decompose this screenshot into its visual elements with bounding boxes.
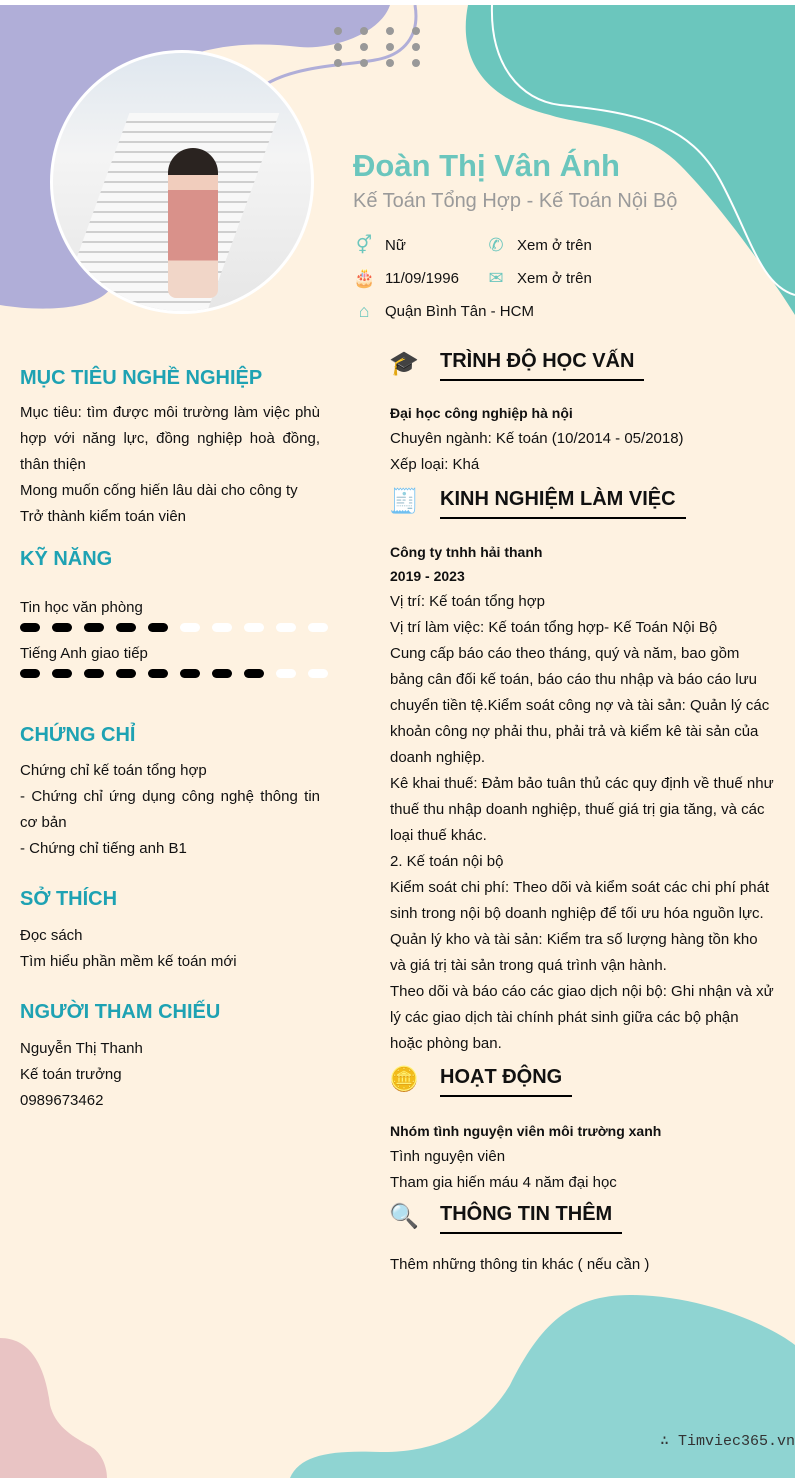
certificates-text [20,758,320,862]
experience-company-block [390,540,775,588]
skill-dot-empty [276,623,296,632]
skill-dot-empty [244,623,264,632]
home-icon: ⌂ [358,301,370,321]
objective-text [20,400,320,530]
watermark: ∴ Timviec365.vn [659,1433,795,1450]
hobbies-text [20,923,320,975]
candidate-name: Đoàn Thị Vân Ánh [353,148,620,183]
address-value: Quận Bình Tân - HCM [385,303,534,320]
skill-dot-filled [148,623,168,632]
education-major: Chuyên ngành: Kế toán (10/2014 - 05/2018) [390,430,684,447]
activities-heading: HOẠT ĐỘNG [440,1064,572,1097]
experience-line: Vị trí: Kế toán tổng hợp [390,593,545,610]
references-text [20,1036,320,1114]
skill-dot-empty [308,669,328,678]
experience-line: 2. Kế toán nội bộ [390,853,504,870]
skill-dot-filled [20,623,40,632]
profile-photo [50,50,314,314]
skill-dot-filled [52,623,72,632]
skill-dot-filled [52,669,72,678]
objective-heading: MỤC TIÊU NGHỀ NGHIỆP [20,367,263,389]
skill-label: Tiếng Anh giao tiếp [20,645,148,662]
birthday-row [353,268,459,289]
whatsapp-icon: ✆ [488,235,504,255]
hobby-line: Đọc sách [20,927,83,944]
certificate-line: - Chứng chỉ tiếng anh B1 [20,840,187,857]
activity-line: Tình nguyện viên [390,1148,506,1165]
magnifier-chart-icon: 🔍 [389,1203,419,1230]
cake-icon: 🎂 [353,268,376,288]
hobbies-heading: SỞ THÍCH [20,888,118,910]
objective-line: Trở thành kiểm toán viên [20,508,187,525]
certificate-line: - Chứng chỉ ứng dụng công nghệ thông tin cơ bản [20,788,320,831]
skill-dot-filled [20,669,40,678]
education-heading: TRÌNH ĐỘ HỌC VẤN [440,348,644,381]
experience-line: Cung cấp báo cáo theo tháng, quý và năm, bao gồm bảng cân đối kế toán, báo cáo thu nhập và báo cáo lưu chuyển tiền tệ.Kiểm soát công nợ và tài sản: Quản lý các khoản công nợ phải thu, phải trả và kiểm kê tài sản của doanh nghiệp. [390,645,770,766]
skill-dot-filled [244,669,264,678]
skill-dot-filled [84,669,104,678]
skill-dot-filled [148,669,168,678]
references-heading: NGƯỜI THAM CHIẾU [20,1001,221,1023]
experience-line: Vị trí làm việc: Kế toán tổng hợp- Kế Toán Nội Bộ [390,619,718,636]
experience-line: Kê khai thuế: Đảm bảo tuân thủ các quy định về thuế như thuế thu nhập doanh nghiệp, thuế giá trị gia tăng, và các loại thuế khác. [390,775,774,844]
company-name: Công ty tnhh hải thanh [390,544,543,560]
experience-line: Quản lý kho và tài sản: Kiểm tra số lượng hàng tồn kho và giá trị tài sản trong quá trình vận hành. [390,931,758,974]
skill-dot-empty [276,669,296,678]
experience-line: Theo dõi và báo cáo các giao dịch nội bộ: Ghi nhận và xử lý các giao dịch tài chính phát sinh giữa các bộ phận hoặc phòng ban. [390,983,774,1052]
more-info-text: Thêm những thông tin khác ( nếu cần ) [390,1256,650,1273]
reference-line: 0989673462 [20,1092,104,1109]
skill-dot-empty [308,623,328,632]
objective-line: Mong muốn cống hiến lâu dài cho công ty [20,482,298,499]
more-info-heading: THÔNG TIN THÊM [440,1201,622,1234]
skill-dot-empty [180,623,200,632]
gender-value: Nữ [385,237,406,254]
coins-calculator-icon: 🪙 [389,1066,419,1093]
skill-rating [20,623,328,632]
education-header [388,348,644,381]
experience-line: Kiểm soát chi phí: Theo dõi và kiểm soát các chi phí phát sinh trong nội bộ doanh nghiệp để tối ưu hóa nguồn lực. [390,879,770,922]
activity-line: Tham gia hiến máu 4 năm đại học [390,1174,617,1191]
experience-heading: KINH NGHIỆM LÀM VIỆC [440,486,686,519]
email-row [485,268,592,289]
education-text [390,400,775,478]
reference-line: Kế toán trưởng [20,1066,122,1083]
pink-bottom-blob [0,1338,107,1478]
skill-label: Tin học văn phòng [20,599,143,616]
certificates-heading: CHỨNG CHỈ [20,724,136,746]
envelope-icon: ✉ [488,268,504,288]
experience-header [388,486,686,519]
teal-bottom-blob [290,1295,795,1478]
education-grade: Xếp loại: Khá [390,456,480,473]
candidate-title: Kế Toán Tổng Hợp - Kế Toán Nội Bộ [353,190,678,212]
address-row [353,301,534,322]
email-value: Xem ở trên [517,270,592,287]
school-name: Đại học công nghiệp hà nội [390,405,573,421]
skill-dot-filled [116,623,136,632]
gender-icon: ⚥ [355,235,373,255]
phone-value: Xem ở trên [517,237,592,254]
reference-line: Nguyễn Thị Thanh [20,1040,143,1057]
skill-dot-filled [84,623,104,632]
skill-dot-filled [180,669,200,678]
experience-period: 2019 - 2023 [390,568,465,584]
activity-org: Nhóm tình nguyện viên môi trường xanh [390,1123,662,1139]
skill-dot-filled [116,669,136,678]
activities-header [388,1064,572,1097]
graduation-books-icon: 🎓 [389,350,419,377]
gender-row [353,235,406,256]
skill-dot-filled [212,669,232,678]
phone-row [485,235,592,256]
more-info-header [388,1201,622,1234]
skill-rating [20,669,328,678]
activities-text [390,1118,775,1196]
cv-page [0,5,795,1478]
objective-line: Mục tiêu: tìm được môi trường làm việc phù hợp với năng lực, đồng nghiệp hoà đồng, thân thiện [20,404,320,473]
accounting-document-icon: 🧾 [389,488,419,515]
birthday-value: 11/09/1996 [385,270,459,287]
certificate-line: Chứng chỉ kế toán tổng hợp [20,762,207,779]
hobby-line: Tìm hiểu phần mềm kế toán mới [20,953,237,970]
skills-heading: KỸ NĂNG [20,548,113,570]
experience-text [390,589,775,1057]
skill-dot-empty [212,623,232,632]
